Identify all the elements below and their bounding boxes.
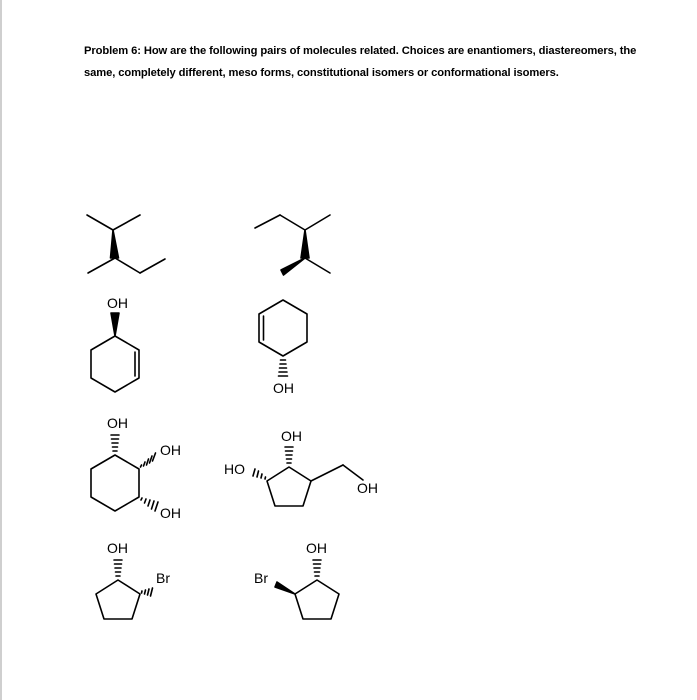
oh-label-4a: OH	[107, 540, 128, 556]
oh-label-4b: OH	[306, 540, 327, 556]
oh-label-3a-bottom: OH	[160, 505, 181, 521]
oh-label-3b-top: OH	[281, 428, 302, 444]
br-label-4b: Br	[254, 570, 268, 586]
molecule-2a	[91, 313, 139, 392]
ho-label-3b: HO	[224, 461, 245, 477]
oh-label-2a: OH	[107, 295, 128, 311]
molecule-1a	[87, 215, 165, 273]
molecule-2b	[259, 300, 307, 376]
problem-label: Problem 6:	[84, 45, 141, 57]
oh-label-3a-right: OH	[160, 442, 181, 458]
molecule-3b	[253, 447, 363, 506]
molecule-4a	[96, 560, 153, 619]
oh-label-2b: OH	[273, 380, 294, 396]
structure-labels	[107, 295, 378, 586]
br-label-4a: Br	[156, 570, 170, 586]
molecule-4b	[275, 560, 339, 619]
molecule-1b	[255, 215, 330, 275]
problem-question: How are the following pairs of molecules related. Choices are enantiomers, diastereomers, the same, completely different, meso forms, constitutional isomers or conformational isomers.	[84, 45, 637, 79]
oh-label-3a-top: OH	[107, 415, 128, 431]
molecule-3a	[91, 435, 158, 511]
oh-label-3b-right: OH	[357, 480, 378, 496]
